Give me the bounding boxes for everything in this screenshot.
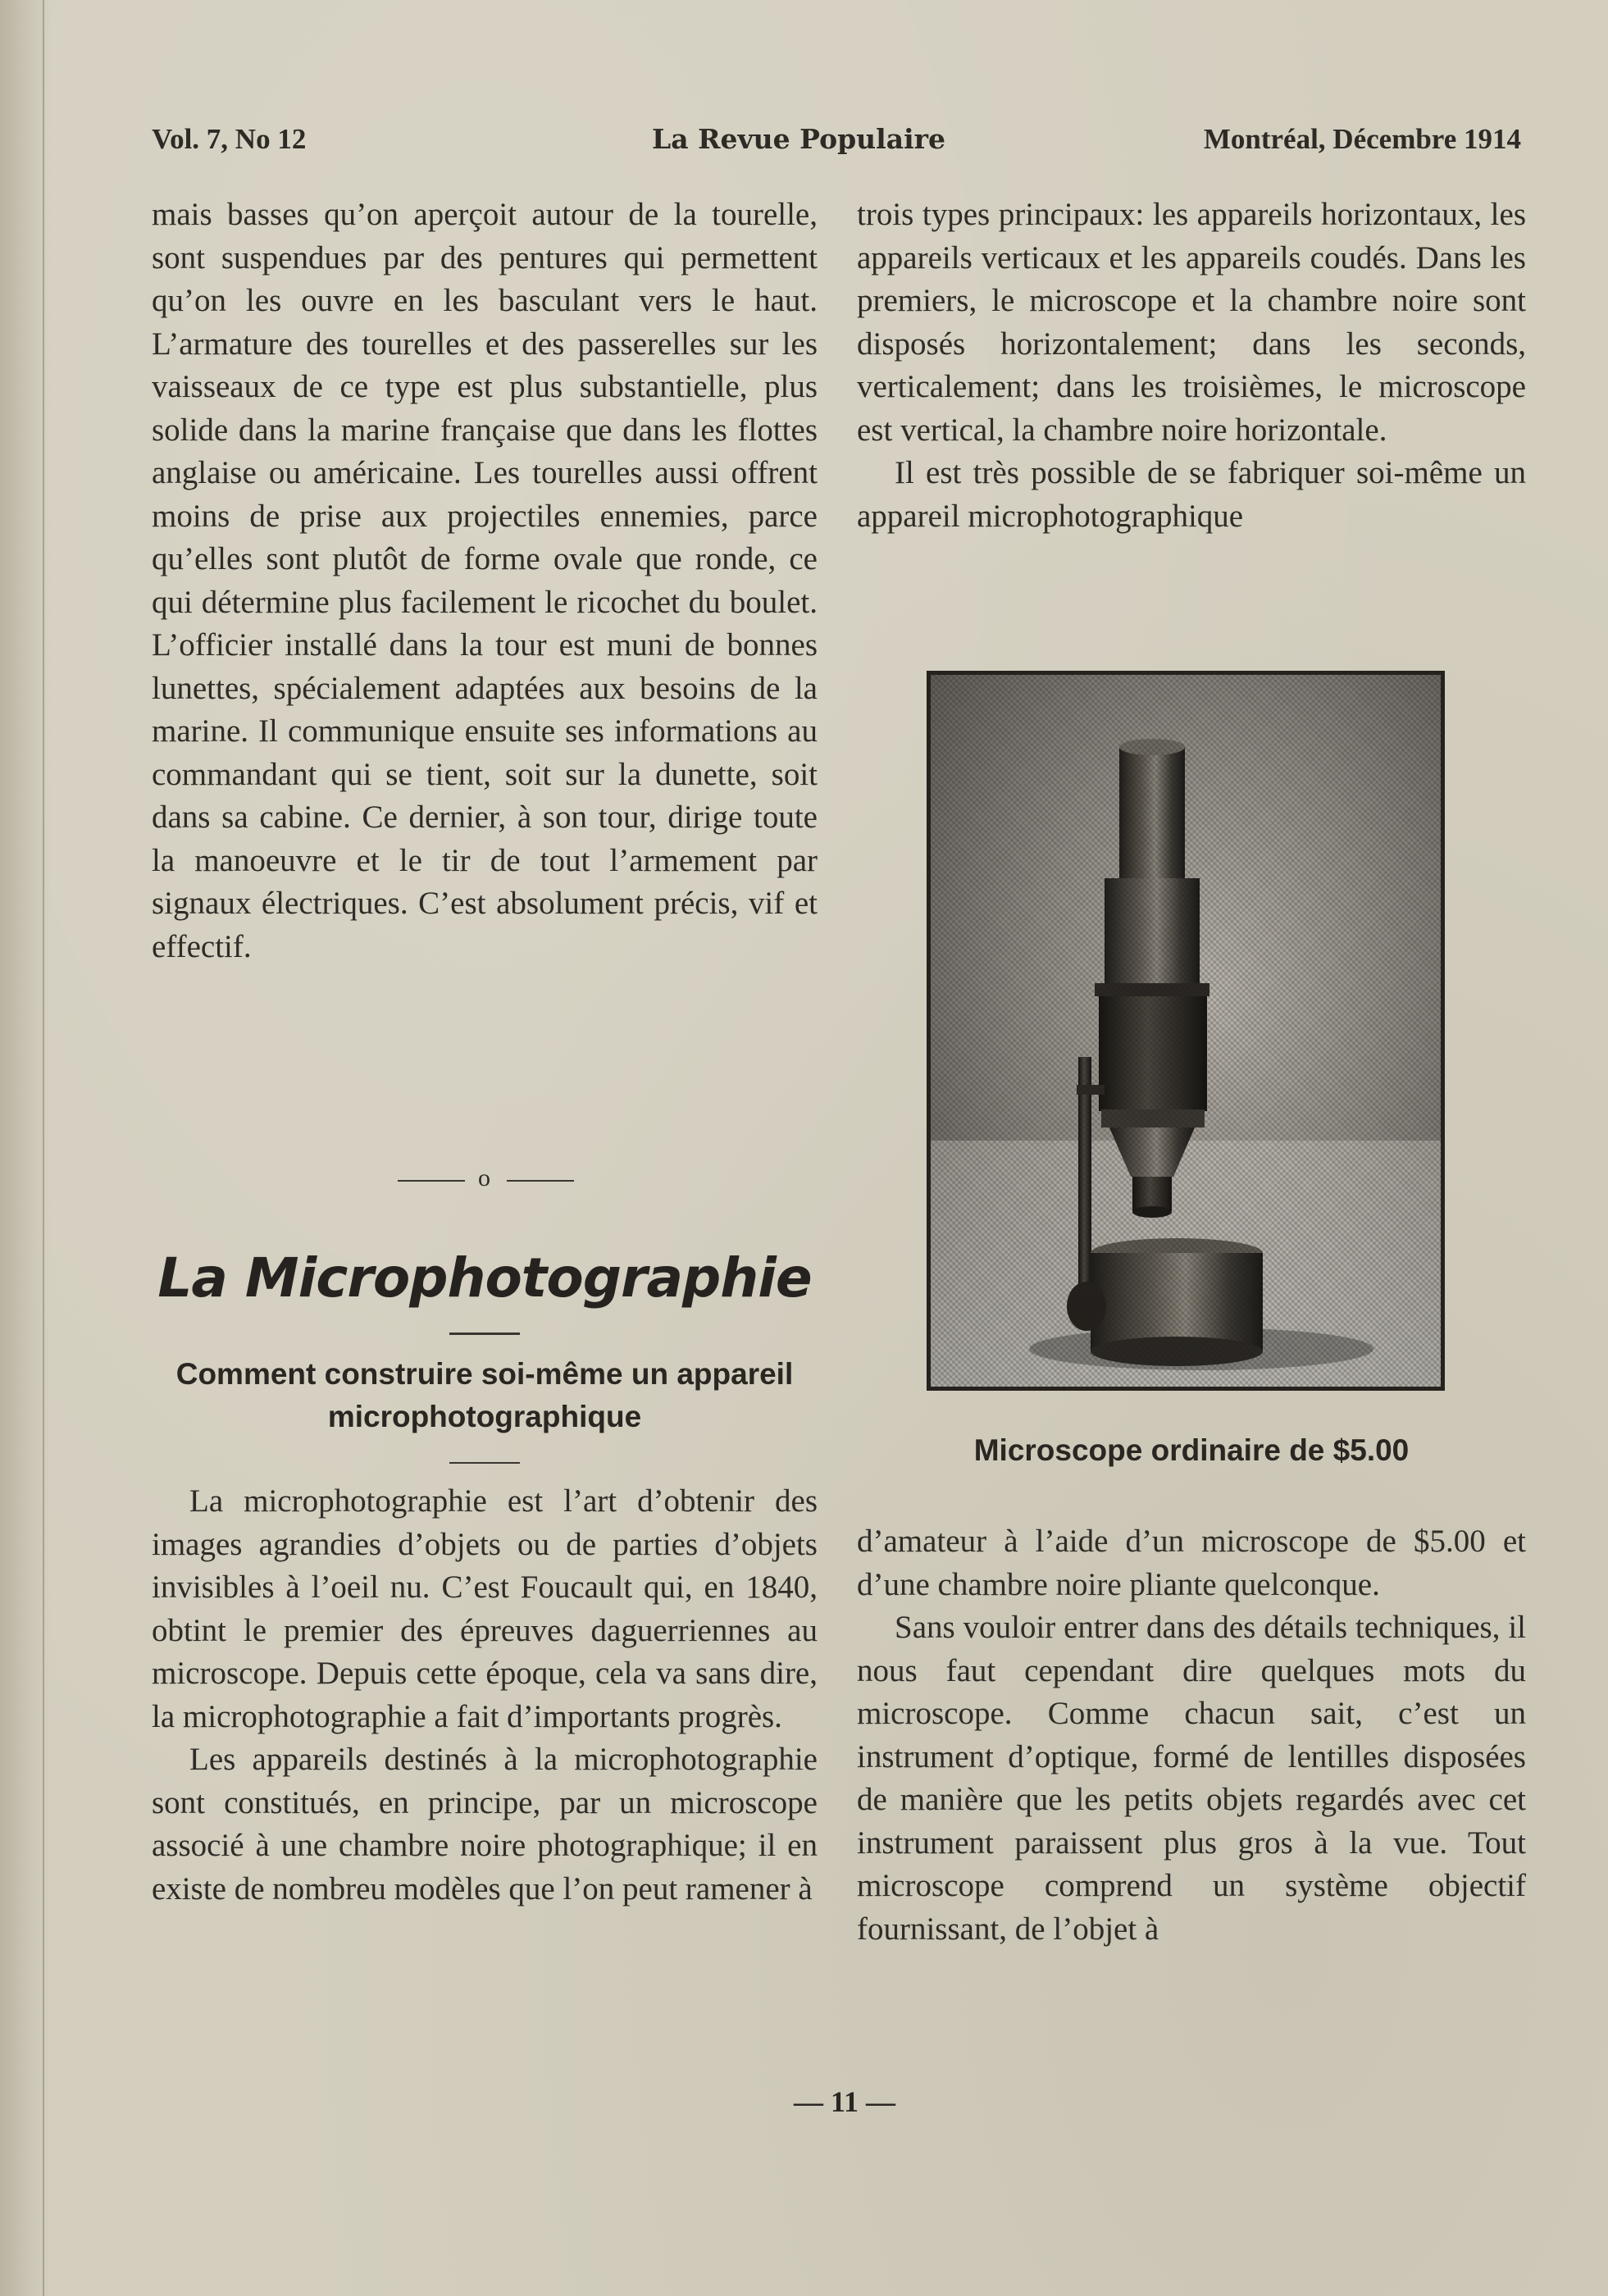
figure-caption: Microscope ordinaire de $5.00 (973, 1433, 1410, 1467)
separator-rule-right (507, 1180, 574, 1182)
subtitle-rule (449, 1462, 520, 1464)
article-title: La Microphotographie (157, 1246, 812, 1310)
paragraph: trois types principaux: les appareils horizontaux, les appareils verticaux et les appareils coudés. Dans les premiers, le microscope et la chambre noire sont disposés horizontalement; dans les seconds, verticalement; dans les troisièmes, le microscope est vertical, la chambre noire horizontale. (857, 197, 1526, 448)
article-subtitle: Comment construire soi-même un appareil microphotographique (175, 1357, 794, 1433)
microscope-photo (927, 671, 1445, 1391)
right-column-bottom (857, 1520, 1526, 1951)
magazine-title: La Revue Populaire (652, 123, 945, 155)
paragraph: Il est très possible de se fabriquer soi-même un appareil microphotographique (857, 455, 1526, 534)
running-header (152, 123, 1521, 164)
left-column-bottom (152, 1480, 818, 1911)
left-column-top (152, 194, 818, 968)
paragraph: Sans vouloir entrer dans des détails techniques, il nous faut cependant dire quelques mots du microscope. Comme chacun sait, c’est un instrument d’optique, formé de lentilles disposées de manière que les petits objets regardés avec cet instrument paraissent plus gros à la vue. Tout microscope comprend un système objectif fournissant, de l’objet à (857, 1610, 1526, 1947)
paragraph: La microphotographie est l’art d’obtenir des images agrandies d’objets ou de parties d’objets invisibles à l’oeil nu. C’est Foucault qui, en 1840, obtint le premier des épreuves daguerriennes au microscope. Depuis cette époque, cela va sans dire, la microphotographie a fait d’importants progrès. (152, 1483, 818, 1734)
volume-number: Vol. 7, No 12 (152, 123, 307, 155)
separator-glyph: o (478, 1164, 490, 1191)
page-number: — 11 — (793, 2085, 895, 2118)
title-rule (449, 1332, 520, 1335)
paragraph: d’amateur à l’aide d’un microscope de $5.00 et d’une chambre noire pliante quelconque. (857, 1524, 1526, 1602)
halftone-screen (931, 675, 1441, 1387)
paragraph: Les appareils destinés à la microphotographie sont constitués, en principe, par un microscope associé à une chambre noire photographique; il en existe de nombreu modèles que l’on peut ramener à (152, 1742, 818, 1906)
paragraph: mais basses qu’on aperçoit autour de la tourelle, sont suspendues par des pentures qui permettent qu’on les ouvre en les basculant vers le haut. L’armature des tourelles et des passerelles sur les vaisseaux de ce type est plus substantielle, plus solide dans la marine française que dans les flottes anglaise ou américaine. Les tourelles aussi offrent moins de prise aux projectiles ennemies, parce qu’elles sont plutôt de forme ovale que ronde, ce qui détermine plus facilement le ricochet du boulet. L’officier installé dans la tour est muni de bonnes lunettes, spécialement adaptées aux besoins de la marine. Il communique ensuite ses informations au commandant qui se tient, soit sur la dunette, soit dans sa cabine. Ce dernier, à son tour, dirige toute la manoeuvre et le tir de tout l’armement par signaux électriques. C’est absolument précis, vif et effectif. (152, 197, 818, 964)
issue-date: Montréal, Décembre 1914 (1203, 123, 1521, 155)
section-separator (398, 1164, 574, 1197)
right-column-top (857, 194, 1526, 538)
separator-rule-left (398, 1180, 465, 1182)
binding-line (43, 0, 44, 2296)
